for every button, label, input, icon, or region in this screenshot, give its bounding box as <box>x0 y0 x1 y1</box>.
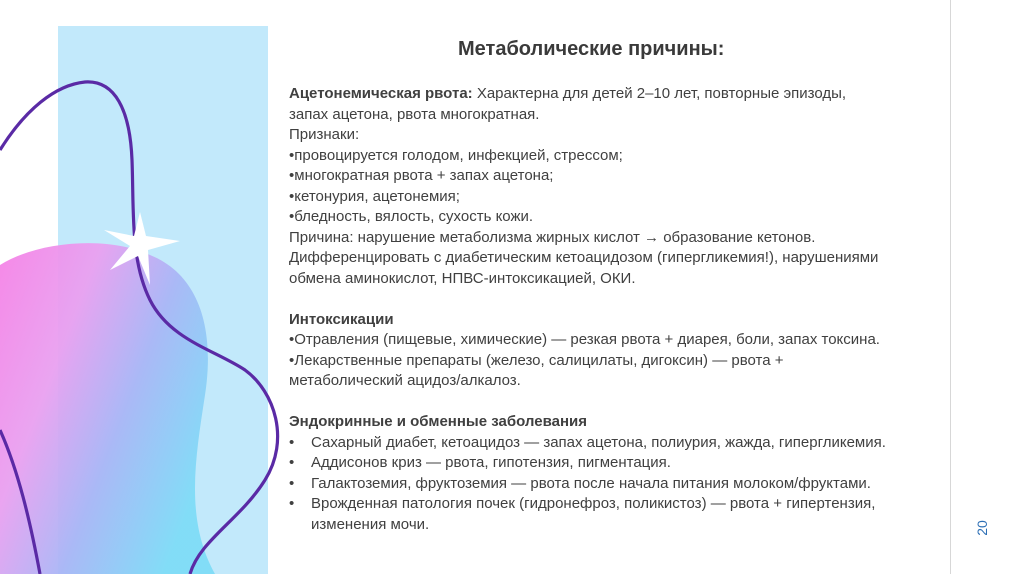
spacer <box>289 289 979 310</box>
slide-title: Метаболические причины: <box>458 38 725 60</box>
page-number: 20 <box>974 520 990 536</box>
bullet-icon: • <box>289 433 295 451</box>
bullet-icon: • <box>289 454 295 471</box>
list-item-text: Сахарный диабет, кетоацидоз — запах ацетона, полиурия, жажда, гипергликемия. <box>311 433 886 451</box>
list-item <box>289 453 979 474</box>
list-item-continuation: изменения мочи. <box>311 515 430 533</box>
section1-line: запах ацетона, рвота многократная. <box>289 105 540 123</box>
section1-line: •многократная рвота + запах ацетона; <box>289 167 554 184</box>
list-item-text: Галактоземия, фруктоземия — рвота после начала питания молоком/фруктами. <box>311 474 871 492</box>
list-item <box>289 494 979 515</box>
section1-heading: Ацетонемическая рвота: <box>289 85 473 102</box>
section1-line: обмена аминокислот, НПВС-интоксикацией, ОКИ. <box>289 269 636 287</box>
section1-lead: Характерна для детей 2–10 лет, повторные эпизоды, <box>472 85 847 102</box>
section2-line: метаболический ацидоз/алкалоз. <box>289 372 521 389</box>
section1-line: •провоцируется голодом, инфекцией, стрессом; <box>289 146 623 164</box>
section1-line: Признаки: <box>289 126 360 143</box>
gradient-blob <box>0 243 215 574</box>
section1-first-line <box>289 84 979 105</box>
section1-line: •кетонурия, ацетонемия; <box>289 187 460 205</box>
list-item <box>289 474 979 495</box>
spacer <box>289 392 979 413</box>
section1-line: Дифференцировать с диабетическим кетоацидозом (гипергликемия!), нарушениями <box>289 249 879 266</box>
list-item-text: Врожденная патология почек (гидронефроз, поликистоз) — рвота + гипертензия, <box>311 495 876 512</box>
bullet-icon: • <box>289 474 295 492</box>
bullet-icon: • <box>289 495 295 512</box>
section1-line: Причина: нарушение метаболизма жирных кислот → образование кетонов. <box>289 228 816 246</box>
section2-line: •Лекарственные препараты (железо, салицилаты, дигоксин) — рвота + <box>289 351 784 369</box>
list-item <box>289 433 979 454</box>
section3-heading: Эндокринные и обменные заболевания <box>289 413 587 430</box>
section2-heading: Интоксикации <box>289 310 394 328</box>
section2-line: •Отравления (пищевые, химические) — резкая рвота + диарея, боли, запах токсина. <box>289 331 880 348</box>
section1-line: •бледность, вялость, сухость кожи. <box>289 208 534 225</box>
list-item-text: Аддисонов криз — рвота, гипотензия, пигментация. <box>311 454 671 471</box>
slide-body <box>289 84 979 535</box>
